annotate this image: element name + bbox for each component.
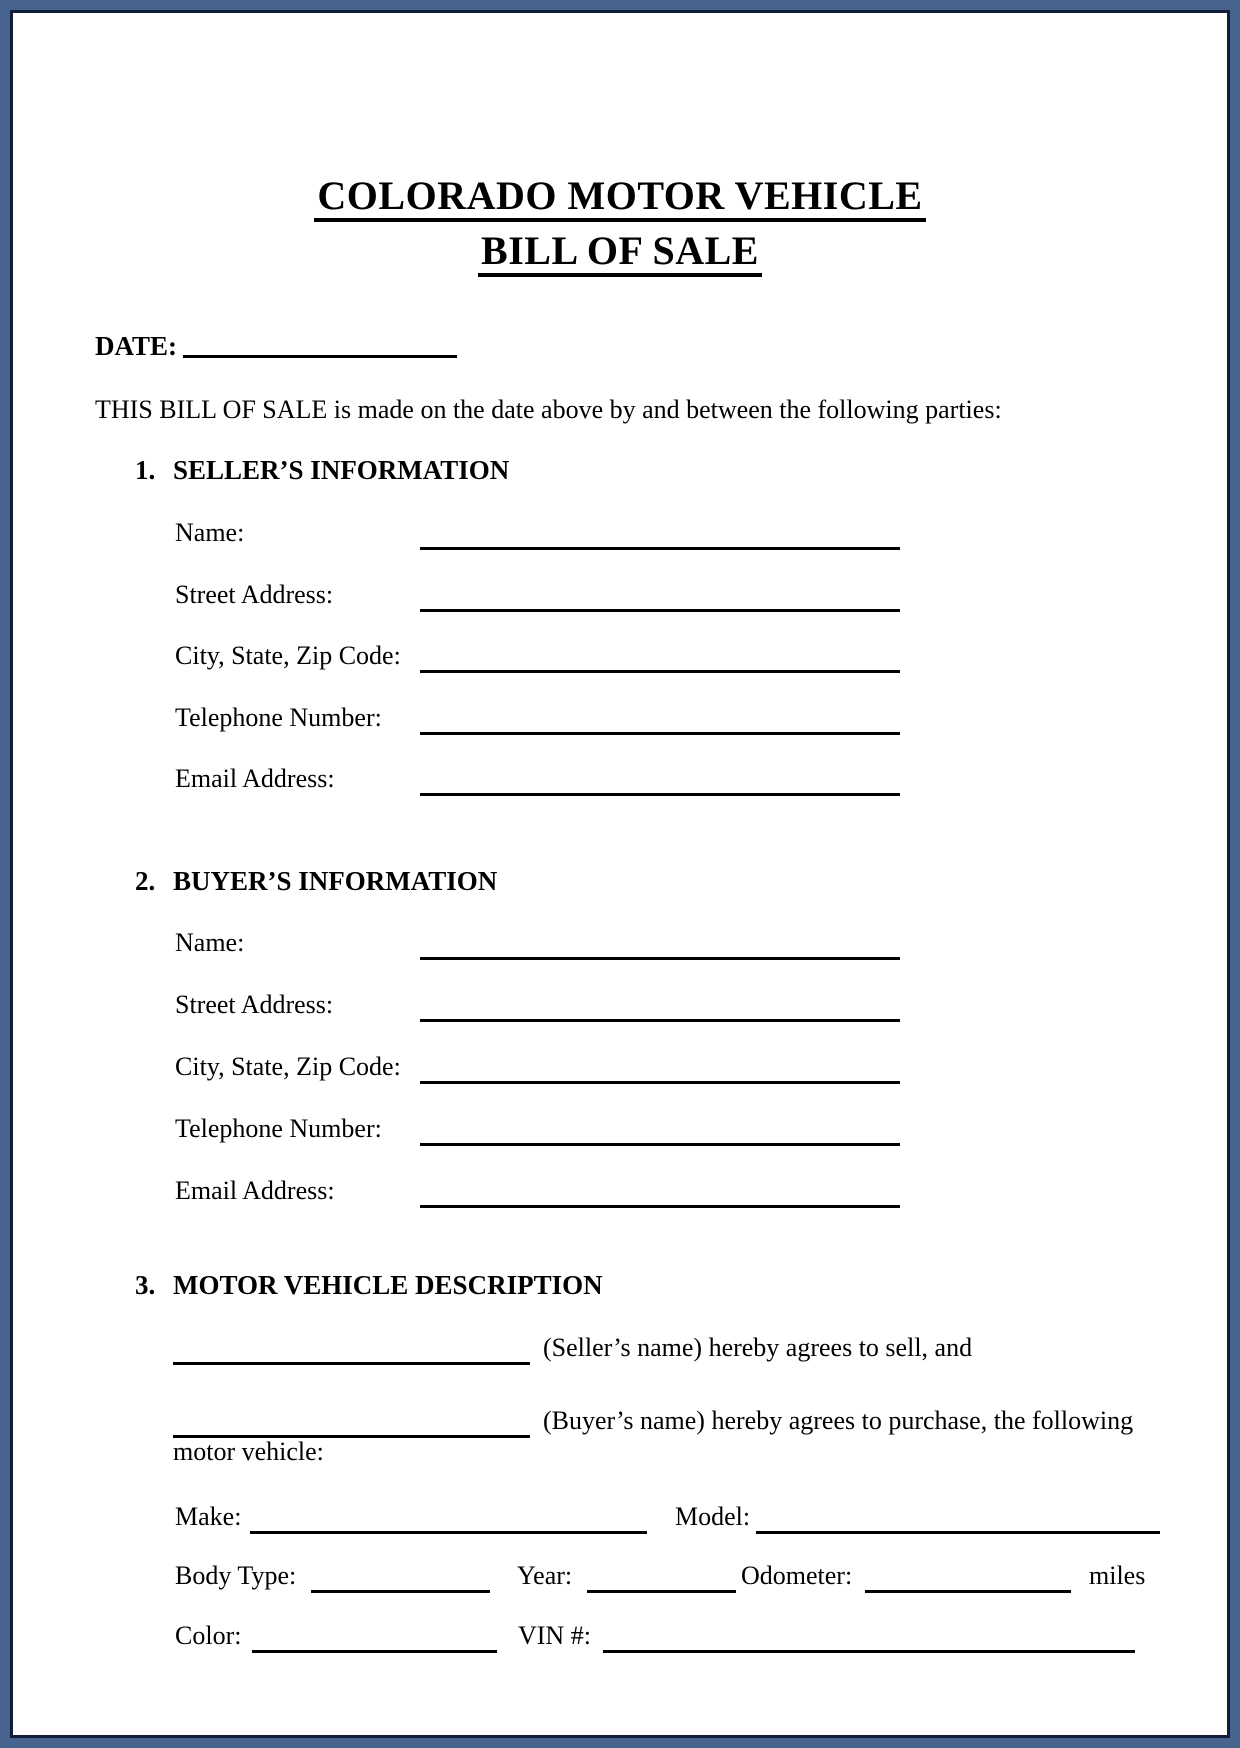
buyer-email-field-line[interactable] <box>420 1176 900 1208</box>
date-field-line[interactable] <box>183 326 457 358</box>
section-3-heading: MOTOR VEHICLE DESCRIPTION <box>173 1270 603 1300</box>
seller-city-state-zip-label: City, State, Zip Code: <box>175 641 401 670</box>
section-1-number: 1. <box>135 455 156 485</box>
buyer-telephone-field-line[interactable] <box>420 1114 900 1146</box>
buyer-email-label: Email Address: <box>175 1176 335 1205</box>
seller-name-field-line[interactable] <box>420 518 900 550</box>
title-line1-text: COLORADO MOTOR VEHICLE <box>314 176 925 222</box>
color-field-line[interactable] <box>252 1621 497 1653</box>
vin-field-line[interactable] <box>603 1621 1135 1653</box>
intro-text: THIS BILL OF SALE is made on the date above by and between the following parties: <box>95 395 1002 424</box>
buyer-name-label: Name: <box>175 928 245 957</box>
buyer-city-state-zip-field-line[interactable] <box>420 1052 900 1084</box>
buyer-street-label: Street Address: <box>175 990 334 1019</box>
section-2-heading: BUYER’S INFORMATION <box>173 866 498 896</box>
buyer-street-field-line[interactable] <box>420 990 900 1022</box>
buyer-telephone-label: Telephone Number: <box>175 1114 382 1143</box>
title-line2-text: BILL OF SALE <box>478 231 762 277</box>
odometer-unit-label: miles <box>1089 1561 1146 1590</box>
seller-name-label: Name: <box>175 518 245 547</box>
agreement-buyer-text-wrap: motor vehicle: <box>173 1437 324 1466</box>
agreement-seller-name-field-line[interactable] <box>173 1333 530 1365</box>
color-label: Color: <box>175 1621 242 1650</box>
vin-label: VIN #: <box>518 1621 591 1650</box>
date-label: DATE: <box>95 331 178 361</box>
seller-telephone-label: Telephone Number: <box>175 703 382 732</box>
year-field-line[interactable] <box>587 1561 736 1593</box>
section-3-number: 3. <box>135 1270 156 1300</box>
seller-street-field-line[interactable] <box>420 580 900 612</box>
make-label: Make: <box>175 1502 242 1531</box>
model-label: Model: <box>675 1502 751 1531</box>
seller-city-state-zip-field-line[interactable] <box>420 641 900 673</box>
body-type-label: Body Type: <box>175 1561 297 1590</box>
section-1-heading: SELLER’S INFORMATION <box>173 455 510 485</box>
buyer-name-field-line[interactable] <box>420 928 900 960</box>
seller-email-field-line[interactable] <box>420 764 900 796</box>
make-field-line[interactable] <box>250 1502 647 1534</box>
model-field-line[interactable] <box>756 1502 1160 1534</box>
body-type-field-line[interactable] <box>311 1561 490 1593</box>
buyer-city-state-zip-label: City, State, Zip Code: <box>175 1052 401 1081</box>
seller-email-label: Email Address: <box>175 764 335 793</box>
document-title-line1 <box>0 173 1240 222</box>
agreement-buyer-name-field-line[interactable] <box>173 1406 530 1438</box>
document-title-line2 <box>0 228 1240 277</box>
seller-street-label: Street Address: <box>175 580 334 609</box>
seller-telephone-field-line[interactable] <box>420 703 900 735</box>
agreement-seller-text: (Seller’s name) hereby agrees to sell, and <box>543 1333 973 1362</box>
year-label: Year: <box>517 1561 573 1590</box>
section-2-number: 2. <box>135 866 156 896</box>
odometer-field-line[interactable] <box>865 1561 1071 1593</box>
agreement-buyer-text: (Buyer’s name) hereby agrees to purchase, the following <box>543 1406 1134 1435</box>
odometer-label: Odometer: <box>741 1561 853 1590</box>
